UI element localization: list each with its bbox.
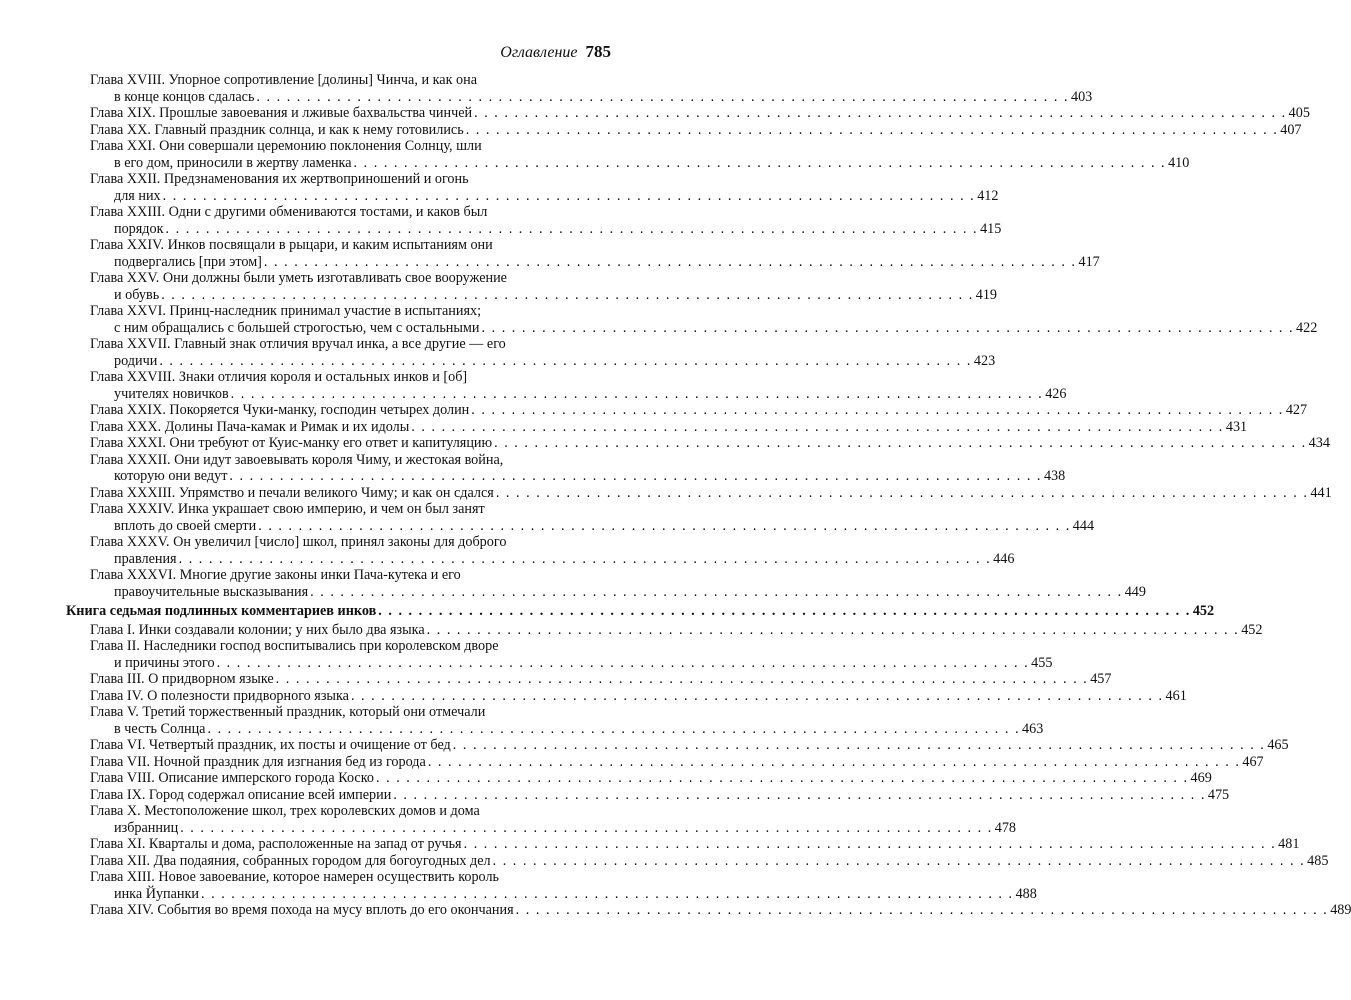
entry-text: Глава XXXIII. Упрямство и печали великого Чиму; и как он сдался	[90, 484, 494, 501]
entry-text: и причины этого	[114, 654, 215, 671]
entry-text: Глава XXII. Предзнаменования их жертвоприношений и огонь	[90, 171, 469, 187]
toc-entry[interactable]	[90, 704, 1044, 737]
entry-page-ref: 423	[973, 352, 996, 369]
entry-text: Глава XXVII. Главный знак отличия вручал инка, а все другие — его	[90, 336, 506, 352]
entry-text: правления	[114, 550, 177, 567]
entry-text: Глава XXX. Долины Пача-камак и Римак и их идолы	[90, 418, 410, 435]
table-of-contents	[66, 72, 1351, 919]
dot-leader: . . . . . . . . . . . . . . . . . . . . . . . . . . . . . . . . . . . . . . . . . . . . . . . . . . . . . . . . . . . . . . . . . . . . . . . . . . . . . . . . .	[180, 819, 993, 836]
dot-leader: . . . . . . . . . . . . . . . . . . . . . . . . . . . . . . . . . . . . . . . . . . . . . . . . . . . . . . . . . . . . . . . . . . . . . . . . . . . . . . . . .	[165, 220, 979, 237]
entry-page-ref: 481	[1278, 836, 1300, 852]
dot-leader: . . . . . . . . . . . . . . . . . . . . . . . . . . . . . . . . . . . . . . . . . . . . . . . . . . . . . . . . . . . . . . . . . . . . . . . . . . . . . . . . .	[216, 654, 1030, 671]
entry-text: Глава I. Инки создавали колонии; у них было два языка	[90, 621, 425, 638]
dot-leader: . . . . . . . . . . . . . . . . . . . . . . . . . . . . . . . . . . . . . . . . . . . . . . . . . . . . . . . . . . . . . . . . . . . . . . . . . . . . . . . . .	[162, 187, 976, 204]
entry-text: Глава VI. Четвертый праздник, их посты и очищение от бед	[90, 737, 451, 753]
entry-text: Глава XXXI. Они требуют от Куис-манку его ответ и капитуляцию	[90, 435, 493, 451]
entry-page-ref: 488	[1015, 885, 1037, 902]
dot-leader: . . . . . . . . . . . . . . . . . . . . . . . . . . . . . . . . . . . . . . . . . . . . . . . . . . . . . . . . . . . . . . . . . . . . . . . . . . . . . . . . .	[207, 720, 1021, 737]
entry-text: Глава XXXIV. Инка украшает свою империю, и чем он был занят	[90, 501, 485, 517]
dot-leader: . . . . . . . . . . . . . . . . . . . . . . . . . . . . . . . . . . . . . . . . . . . . . . . . . . . . . . . . . . . . . . . . . . . . . . . . . . . . . . . . .	[201, 885, 1014, 902]
entry-text: Глава XXXII. Они идут завоевывать короля Чиму, и жестокая война,	[90, 451, 504, 468]
toc-entry[interactable]	[90, 501, 1095, 534]
book-title: Книга седьмая подлинных комментариев инков	[66, 603, 377, 619]
entry-page-ref: 410	[1168, 154, 1190, 171]
entry-text: Глава VII. Ночной праздник для изгнания бед из города	[90, 753, 426, 770]
book-page-ref: 452	[1192, 603, 1215, 619]
entry-text: Глава XI. Кварталы и дома, расположенные на запад от ручья	[90, 836, 462, 852]
toc-entry[interactable]	[90, 72, 1093, 105]
section-title: Оглавление	[500, 44, 578, 61]
dot-leader: . . . . . . . . . . . . . . . . . . . . . . . . . . . . . . . . . . . . . . . . . . . . . . . . . . . . . . . . . . . . . . . . . . . . . . . . . . . . . . . . .	[393, 786, 1206, 803]
entry-text: в конце концов сдалась	[114, 88, 255, 105]
dot-leader: . . . . . . . . . . . . . . . . . . . . . . . . . . . . . . . . . . . . . . . . . . . . . . . . . . . . . . . . . . . . . . . . . . . . . . . . . . . . . . . . .	[465, 121, 1279, 138]
entry-text: Глава IV. О полезности придворного языка	[90, 687, 349, 704]
chapters-group-after	[66, 621, 1351, 919]
entry-text: Глава V. Третий торжественный праздник, который они отмечали	[90, 704, 486, 720]
chapters-group-before	[66, 72, 1332, 600]
entry-text: Глава XX. Главный праздник солнца, и как к нему готовились	[90, 121, 464, 138]
dot-leader: . . . . . . . . . . . . . . . . . . . . . . . . . . . . . . . . . . . . . . . . . . . . . . . . . . . . . . . . . . . . . . . . . . . . . . . . . . . . . . . . .	[178, 550, 992, 567]
entry-text: Глава XXV. Они должны были уметь изготавливать свое вооружение	[90, 270, 507, 286]
toc-entry[interactable]	[90, 638, 1053, 671]
dot-leader: . . . . . . . . . . . . . . . . . . . . . . . . . . . . . . . . . . . . . . . . . . . . . . . . . . . . . . . . . . . . . . . . . . . . . . . . . . . . . . . . .	[481, 319, 1295, 336]
page-number: 785	[585, 42, 611, 61]
entry-page-ref: 427	[1285, 402, 1308, 418]
toc-entry[interactable]	[90, 451, 1066, 485]
dot-leader: . . . . . . . . . . . . . . . . . . . . . . . . . . . . . . . . . . . . . . . . . . . . . . . . . . . . . . . . . . . . . . . . . . . . . . . . . . . . . . . . .	[230, 385, 1044, 402]
entry-page-ref: 467	[1242, 753, 1264, 770]
dot-leader: . . . . . . . . . . . . . . . . . . . . . . . . . . . . . . . . . . . . . . . . . . . . . . . . . . . . . . . . . . . . . . . . . . . . . . . . . . . . . . . . .	[159, 352, 972, 369]
dot-leader: . . . . . . . . . . . . . . . . . . . . . . . . . . . . . . . . . . . . . . . . . . . . . . . . . . . . . . . . . . . . . . . . . . . . . . . . . . . . . . . . .	[452, 737, 1266, 753]
entry-text: Глава III. О придворном языке	[90, 671, 274, 687]
entry-text: в честь Солнца	[114, 720, 206, 737]
toc-entry[interactable]	[90, 567, 1146, 600]
entry-page-ref: 441	[1310, 484, 1332, 501]
entry-text: Глава XXVIII. Знаки отличия короля и остальных инков и [об]	[90, 369, 468, 385]
entry-text: Глава XIII. Новое завоевание, которое намерен осуществить король	[90, 869, 500, 885]
toc-entry[interactable]	[90, 902, 1351, 919]
dot-leader: . . . . . . . . . . . . . . . . . . . . . . . . . . . . . . . . . . . . . . . . . . . . . . . . . . . . . . . . . . . . . . . . . . . . . . . . . . . . . . . . .	[471, 402, 1284, 418]
toc-entry[interactable]	[90, 803, 1017, 836]
toc-entry[interactable]	[90, 484, 1332, 502]
entry-text: инка Йупанки	[114, 885, 200, 902]
toc-entry[interactable]	[90, 270, 998, 303]
entry-text: Глава XXI. Они совершали церемонию поклонения Солнцу, шли	[90, 138, 482, 154]
entry-text: Глава XVIII. Упорное сопротивление [долины] Чинча, и как она	[90, 72, 477, 88]
toc-entry[interactable]	[90, 121, 1302, 139]
dot-leader: . . . . . . . . . . . . . . . . . . . . . . . . . . . . . . . . . . . . . . . . . . . . . . . . . . . . . . . . . . . . . . . . . . . . . . . . . . . . . . . . .	[161, 286, 974, 303]
entry-text: Глава XXVI. Принц-наследник принимал участие в испытаниях;	[90, 303, 482, 319]
entry-text: Глава XXIII. Одни с другими обмениваются тостами, и каков был	[90, 204, 488, 220]
entry-page-ref: 434	[1308, 435, 1330, 451]
entry-text: правоучительные высказывания	[114, 583, 309, 600]
dot-leader: . . . . . . . . . . . . . . . . . . . . . . . . . . . . . . . . . . . . . . . . . . . . . . . . . . . . . . . . . . . . . . . . . . . . . . . . . . . . . . . . .	[376, 770, 1189, 786]
entry-text: Глава XXIX. Покоряется Чуки-манку, господин четырех долин	[90, 402, 470, 418]
entry-page-ref: 485	[1307, 852, 1329, 869]
dot-leader: . . . . . . . . . . . . . . . . . . . . . . . . . . . . . . . . . . . . . . . . . . . . . . . . . . . . . . . . . . . . . . . . . . . . . . . . . . . . . . . . .	[411, 418, 1224, 435]
toc-entry[interactable]	[90, 418, 1248, 436]
toc-entry[interactable]	[90, 671, 1112, 688]
toc-entry[interactable]	[90, 687, 1187, 705]
entry-page-ref: 457	[1090, 671, 1112, 687]
running-head	[500, 42, 611, 63]
toc-entry[interactable]	[90, 138, 1190, 171]
entry-page-ref: 431	[1225, 418, 1248, 435]
entry-text: Глава XII. Два подаяния, собранных городом для богоугодных дел	[90, 852, 491, 869]
dot-leader: . . . . . . . . . . . . . . . . . . . . . . . . . . . . . . . . . . . . . . . . . . . . . . . . . . . . . . . . . . . . . . . . . . . . . . . . . . . . . . . . .	[353, 154, 1167, 171]
toc-entry[interactable]	[90, 369, 1067, 402]
entry-page-ref: 426	[1045, 385, 1067, 402]
dot-leader: . . . . . . . . . . . . . . . . . . . . . . . . . . . . . . . . . . . . . . . . . . . . . . . . . . . . . . . . . . . . . . . . . . . . . . . . . . . . . . . . .	[492, 852, 1306, 869]
entry-page-ref: 489	[1330, 902, 1351, 918]
toc-entry[interactable]	[90, 770, 1212, 787]
toc-entry[interactable]	[90, 303, 1318, 336]
entry-page-ref: 438	[1043, 468, 1066, 484]
toc-entry[interactable]	[90, 621, 1263, 639]
entry-text: родичи	[114, 352, 158, 369]
toc-entry[interactable]	[90, 402, 1308, 419]
toc-entry[interactable]	[90, 534, 1015, 567]
entry-page-ref: 475	[1207, 786, 1230, 803]
dot-leader: . . . . . . . . . . . . . . . . . . . . . . . . . . . . . . . . . . . . . . . . . . . . . . . . . . . . . . . . . . . . . . . . . . . . . . . . . . . . . . . . .	[426, 621, 1240, 638]
toc-entry[interactable]	[90, 852, 1329, 870]
entry-page-ref: 452	[1241, 621, 1263, 638]
dot-leader: . . . . . . . . . . . . . . . . . . . . . . . . . . . . . . . . . . . . . . . . . . . . . . . . . . . . . . . . . . . . . . . . . . . . . . . . . . . . . . . . .	[275, 671, 1089, 687]
entry-text: Глава IX. Город содержал описание всей империи	[90, 786, 392, 803]
entry-page-ref: 461	[1165, 687, 1187, 704]
entry-page-ref: 412	[977, 187, 999, 204]
dot-leader: . . . . . . . . . . . . . . . . . . . . . . . . . . . . . . . . . . . . . . . . . . . . . . . . . . . . . . . . . . . . . . . . . . . . . . . . . . . . . . . . .	[350, 687, 1164, 704]
dot-leader: . . . . . . . . . . . . . . . . . . . . . . . . . . . . . . . . . . . . . . . . . . . . . . . . . . . . . . . . . . . . . . . . . . . . . . . . . . . . . . . . .	[310, 583, 1123, 600]
toc-entry[interactable]	[90, 737, 1289, 754]
entry-page-ref: 478	[994, 819, 1017, 836]
entry-text: порядок	[114, 220, 164, 237]
toc-entry[interactable]	[90, 435, 1330, 452]
dot-leader: . . . . . . . . . . . . . . . . . . . . . . . . . . . . . . . . . . . . . . . . . . . . . . . . . . . . . . . . . . . . . . . . . . . . . . . . . . . . . . . . .	[474, 105, 1287, 121]
entry-text: избранниц	[114, 819, 179, 836]
entry-text: которую они ведут	[114, 468, 228, 484]
entry-text: с ним обращались с большей строгостью, чем с остальными	[114, 319, 480, 336]
dot-leader: . . . . . . . . . . . . . . . . . . . . . . . . . . . . . . . . . . . . . . . . . . . . . . . . . . . . . . . . . . . . . . . . . . . . . . . . . . . . . . . . .	[229, 468, 1042, 484]
entry-page-ref: 403	[1070, 88, 1093, 105]
entry-page-ref: 417	[1078, 253, 1100, 270]
toc-entry[interactable]	[90, 237, 1100, 270]
dot-leader: . . . . . . . . . . . . . . . . . . . . . . . . . . . . . . . . . . . . . . . . . . . . . . . . . . . . . . . . . . . . . . . . . . . . . . . . . . . . . . . . .	[494, 435, 1307, 451]
entry-text: и обувь	[114, 286, 160, 303]
entry-page-ref: 419	[975, 286, 998, 303]
entry-text: Глава XIV. События во время похода на мусу вплоть до его окончания	[90, 902, 514, 918]
dot-leader: . . . . . . . . . . . . . . . . . . . . . . . . . . . . . . . . . . . . . . . . . . . . . . . . . . . . . . . . . . . . . . . . . . . . . . . . . . . . . . . . .	[256, 88, 1069, 105]
entry-text: Глава XXXV. Он увеличил [число] школ, принял законы для доброго	[90, 534, 507, 550]
toc-entry[interactable]	[90, 204, 1002, 237]
entry-page-ref: 446	[993, 550, 1015, 567]
dot-leader: . . . . . . . . . . . . . . . . . . . . . . . . . . . . . . . . . . . . . . . . . . . . . . . . . . . . . . . . . . . . . . . . . . . . . . . . . . . . . . . . .	[427, 753, 1241, 770]
entry-page-ref: 407	[1280, 121, 1302, 138]
entry-page-ref: 449	[1124, 583, 1146, 600]
entry-text: Глава VIII. Описание имперского города Коско	[90, 770, 374, 786]
dot-leader: . . . . . . . . . . . . . . . . . . . . . . . . . . . . . . . . . . . . . . . . . . . . . . . . . . . . . . . . . . . . . . . . . . . . . . . . . . . . . . . . .	[463, 836, 1277, 852]
toc-entry[interactable]	[90, 786, 1230, 804]
toc-entry[interactable]	[90, 171, 999, 204]
dot-leader: . . . . . . . . . . . . . . . . . . . . . . . . . . . . . . . . . . . . . . . . . . . . . . . . . . . . . . . . . . . . . . . . . . . . . . . . . . . . . . . . .	[258, 517, 1071, 534]
dot-leader: . . . . . . . . . . . . . . . . . . . . . . . . . . . . . . . . . . . . . . . . . . . . . . . . . . . . . . . . . . . . . . . . . . . . . . . . . . . . . . . . .	[495, 484, 1309, 501]
toc-entry[interactable]	[90, 836, 1300, 853]
entry-page-ref: 422	[1296, 319, 1318, 336]
entry-page-ref: 463	[1022, 720, 1044, 737]
entry-page-ref: 465	[1267, 737, 1289, 753]
dot-leader: . . . . . . . . . . . . . . . . . . . . . . . . . . . . . . . . . . . . . . . . . . . . . . . . . . . . . . . . . . . . . . . . . . . . . . . . . . . . . . . . .	[263, 253, 1077, 270]
dot-leader: . . . . . . . . . . . . . . . . . . . . . . . . . . . . . . . . . . . . . . . . . . . . . . . . . . . . . . . . . . . . . . . . . . . . . . . . . . . . . . . . .	[515, 902, 1329, 918]
toc-entry[interactable]	[90, 869, 1037, 902]
entry-page-ref: 455	[1031, 654, 1053, 671]
entry-page-ref: 415	[980, 220, 1002, 237]
entry-text: в его дом, приносили в жертву ламенка	[114, 154, 352, 171]
entry-page-ref: 469	[1190, 770, 1212, 786]
entry-text: подвергались [при этом]	[114, 253, 262, 270]
entry-page-ref: 405	[1288, 105, 1310, 121]
entry-text: Глава XXXVI. Многие другие законы инки Пача-кутека и его	[90, 567, 461, 583]
entry-text: Глава XXIV. Инков посвящали в рыцари, и каким испытаниям они	[90, 237, 493, 253]
dot-leader: . . . . . . . . . . . . . . . . . . . . . . . . . . . . . . . . . . . . . . . . . . . . . . . . . . . . . . . . . . . . . . . . . . . . . . . . . . . . . . . . .	[378, 603, 1191, 619]
entry-text: Глава XIX. Прошлые завоевания и лживые бахвальства чинчей	[90, 105, 473, 121]
entry-text: Глава II. Наследники господ воспитывались при королевском дворе	[90, 638, 499, 654]
entry-text: для них	[114, 187, 161, 204]
entry-text: Глава X. Местоположение школ, трех королевских домов и дома	[90, 803, 480, 819]
entry-text: вплоть до своей смерти	[114, 517, 257, 534]
toc-book-entry[interactable]	[66, 603, 1215, 620]
toc-entry[interactable]	[90, 105, 1310, 122]
toc-entry[interactable]	[90, 336, 996, 369]
entry-page-ref: 444	[1072, 517, 1095, 534]
toc-entry[interactable]	[90, 753, 1264, 771]
entry-text: учителях новичков	[114, 385, 229, 402]
